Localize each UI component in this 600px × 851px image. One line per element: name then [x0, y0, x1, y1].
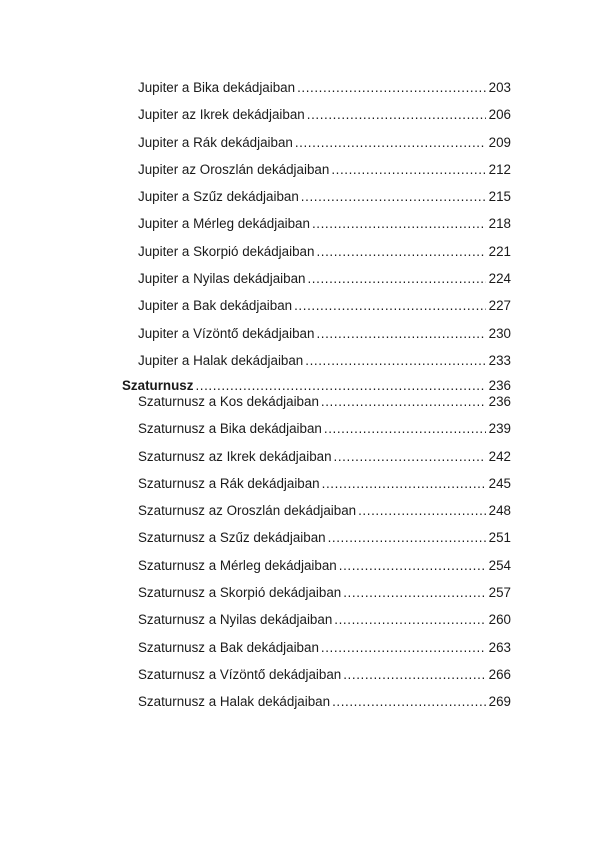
toc-entry[interactable] [122, 421, 511, 448]
toc-entry-title: Szaturnusz a Bika dekádjaiban [138, 421, 322, 437]
toc-leader-dots [328, 530, 486, 546]
toc-entry-page: 203 [488, 80, 511, 95]
toc-entry[interactable] [122, 326, 511, 353]
toc-entry-title: Szaturnusz a Skorpió dekádjaiban [138, 585, 342, 601]
toc-leader-dots [305, 353, 485, 369]
toc-entry[interactable] [122, 271, 511, 298]
toc-leader-dots [295, 135, 486, 151]
toc-entry-title: Jupiter az Ikrek dekádjaiban [138, 107, 305, 123]
toc-entry-title: Szaturnusz az Ikrek dekádjaiban [138, 448, 332, 464]
toc-leader-dots [324, 421, 486, 437]
toc-leader-dots [294, 298, 486, 314]
toc-entry-page: 248 [488, 503, 511, 519]
toc-entry-title: Szaturnusz a Kos dekádjaiban [138, 393, 319, 409]
toc-leader-dots [307, 271, 485, 287]
toc-entry-page: 224 [488, 271, 511, 287]
toc-entry-page: 233 [488, 352, 511, 368]
toc-entry[interactable] [122, 298, 511, 325]
toc-entry-page: 221 [488, 243, 511, 259]
toc-entry[interactable] [122, 585, 511, 612]
toc-entry[interactable] [122, 135, 511, 162]
toc-entry-title: Szaturnusz a Mérleg dekádjaiban [138, 557, 337, 573]
toc-entry-page: 239 [488, 421, 511, 437]
toc-entry-title: Jupiter a Vízöntő dekádjaiban [138, 325, 315, 341]
toc-entry[interactable] [122, 394, 511, 421]
toc-leader-dots [316, 244, 485, 260]
toc-entry-page: 206 [488, 107, 511, 123]
toc-leader-dots [343, 667, 485, 683]
toc-leader-dots [339, 558, 486, 574]
toc-section-page: 236 [488, 377, 511, 393]
toc-section-saturn[interactable] [122, 378, 511, 394]
toc-entry[interactable] [122, 558, 511, 585]
toc-leader-dots [321, 640, 486, 656]
toc-entry-page: 257 [488, 585, 511, 601]
toc-entry-page: 260 [488, 612, 511, 628]
toc-leader-dots [195, 378, 485, 394]
toc-section-title: Szaturnusz [122, 377, 194, 393]
toc-entry-page: 215 [488, 189, 511, 205]
toc-entry-page: 209 [488, 134, 511, 150]
toc-entry[interactable] [122, 503, 511, 530]
toc-entry[interactable] [122, 530, 511, 557]
toc-entry-title: Szaturnusz a Nyilas dekádjaiban [138, 612, 333, 628]
toc-entry-title: Jupiter a Halak dekádjaiban [138, 352, 304, 368]
toc-entry[interactable] [122, 694, 511, 721]
toc-entry-page: 251 [488, 530, 511, 546]
toc-entry[interactable] [122, 189, 511, 216]
toc-entry[interactable] [122, 107, 511, 134]
toc-leader-dots [332, 694, 486, 710]
toc-entry[interactable] [122, 449, 511, 476]
toc-leader-dots [334, 449, 486, 465]
toc-leader-dots [334, 612, 485, 628]
toc-entry[interactable] [122, 353, 511, 377]
toc-entry-page: 212 [488, 161, 511, 177]
toc-entry-title: Jupiter a Nyilas dekádjaiban [138, 271, 306, 287]
toc-entry[interactable] [122, 612, 511, 639]
toc-entry-title: Szaturnusz a Rák dekádjaiban [138, 475, 320, 491]
toc-leader-dots [307, 107, 486, 123]
toc-entry-page: 254 [488, 557, 511, 573]
toc-leader-dots [343, 585, 485, 601]
toc-entry-title: Szaturnusz a Szűz dekádjaiban [138, 530, 326, 546]
toc-leader-dots [321, 394, 486, 410]
toc-entry-title: Szaturnusz az Oroszlán dekádjaiban [138, 503, 357, 519]
toc-entry-page: 242 [488, 448, 511, 464]
toc-entry-title: Jupiter a Bak dekádjaiban [138, 298, 293, 314]
toc-entry-page: 266 [488, 666, 511, 682]
toc-entry-title: Jupiter az Oroszlán dekádjaiban [138, 161, 330, 177]
toc-entry-title: Jupiter a Szűz dekádjaiban [138, 189, 299, 205]
toc-entry-page: 236 [488, 393, 511, 409]
toc-entry[interactable] [122, 667, 511, 694]
toc-entry[interactable] [122, 80, 511, 107]
toc-entry-title: Szaturnusz a Vízöntő dekádjaiban [138, 666, 342, 682]
toc-entry-page: 263 [488, 639, 511, 655]
toc-entry[interactable] [122, 244, 511, 271]
toc-entry[interactable] [122, 162, 511, 189]
table-of-contents [122, 80, 511, 722]
toc-leader-dots [301, 189, 486, 205]
toc-entry-page: 245 [488, 475, 511, 491]
toc-leader-dots [358, 503, 486, 519]
toc-leader-dots [316, 326, 485, 342]
toc-entry-title: Szaturnusz a Halak dekádjaiban [138, 694, 331, 710]
toc-entry-title: Jupiter a Bika dekádjaiban [138, 80, 296, 95]
toc-entry[interactable] [122, 476, 511, 503]
toc-leader-dots [322, 476, 486, 492]
toc-entry-page: 230 [488, 325, 511, 341]
toc-entry[interactable] [122, 640, 511, 667]
toc-entry-page: 227 [488, 298, 511, 314]
toc-leader-dots [312, 216, 486, 232]
toc-entry-page: 218 [488, 216, 511, 232]
toc-entry-page: 269 [488, 694, 511, 710]
toc-entry-title: Jupiter a Rák dekádjaiban [138, 134, 293, 150]
toc-leader-dots [297, 80, 486, 96]
toc-leader-dots [331, 162, 485, 178]
toc-entry[interactable] [122, 216, 511, 243]
toc-entry-title: Jupiter a Mérleg dekádjaiban [138, 216, 310, 232]
toc-entry-title: Szaturnusz a Bak dekádjaiban [138, 639, 319, 655]
toc-entry-title: Jupiter a Skorpió dekádjaiban [138, 243, 315, 259]
